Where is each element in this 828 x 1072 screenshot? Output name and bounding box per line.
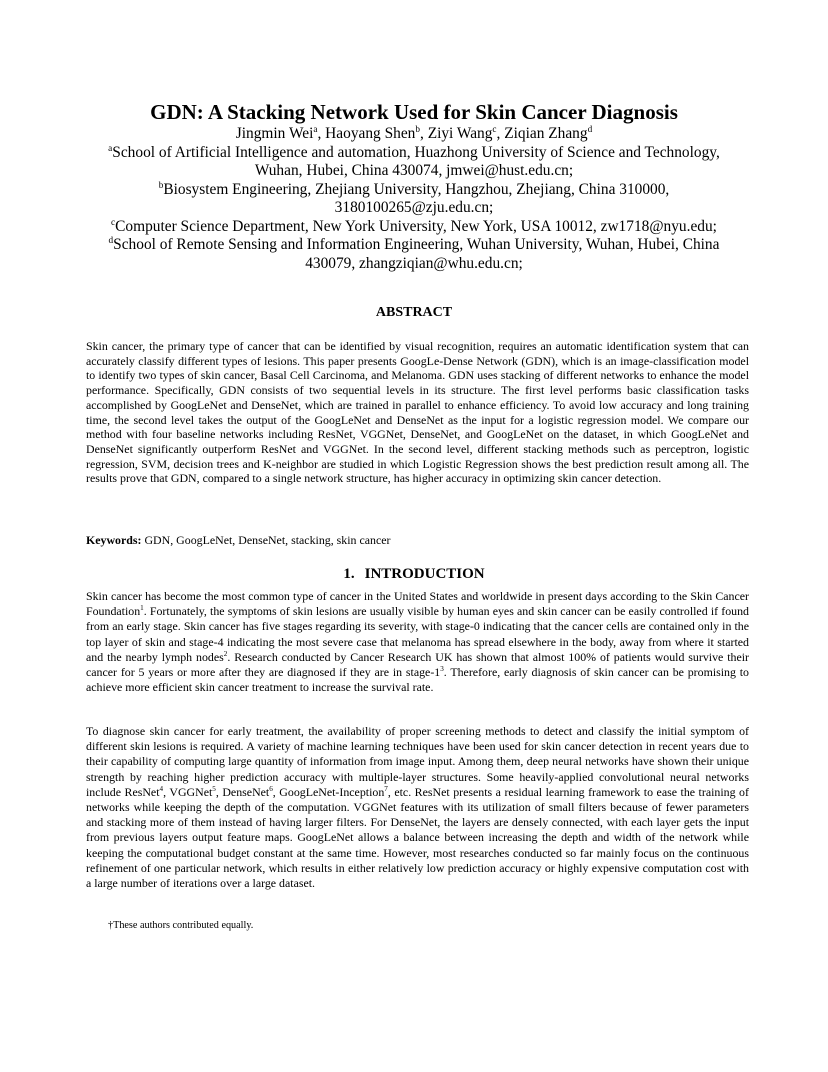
affiliation-line bbox=[60, 181, 768, 200]
author-block bbox=[60, 125, 768, 273]
citation-mark: 3 bbox=[440, 665, 444, 674]
keywords-label: Keywords: bbox=[86, 533, 142, 547]
author-affiliation-mark: a bbox=[313, 123, 318, 134]
citation-mark: 6 bbox=[269, 784, 273, 793]
affiliation-text: School of Artificial Intelligence and automation, Huazhong University of Science and Technology, bbox=[112, 143, 720, 161]
paragraph-text: . Therefore, early diagnosis of skin cancer can be promising to achieve more efficient skin cancer treatment to increase the survival rate. bbox=[86, 665, 749, 695]
citation-mark: 4 bbox=[159, 784, 164, 793]
author-name: Ziqian Zhang bbox=[504, 125, 588, 142]
paragraph-text: , etc. ResNet presents a residual learning framework to ease the training of networks while keeping the depth of the computation. VGGNet features with its utilization of small filters because of fewer parameters and stacking more of them instead of having larger filters. For DenseNet, the layers are densely connected, with each layer gets the input from previous layers output feature maps. GoogLeNet allows a balance between increasing the depth and width of the network while keeping the computational budget constant at the same time. However, most researches conducted so far mainly focus on the continuous refinement of one particular network, which results in either relatively low prediction accuracy or highly expensive computation cost with a large number of iterations over a large dataset. bbox=[86, 784, 749, 891]
intro-paragraph-1 bbox=[86, 589, 749, 695]
section-number: 1. bbox=[343, 566, 355, 582]
citation-mark: 2 bbox=[223, 649, 228, 658]
affiliation-text: Wuhan, Hubei, China 430074, jmwei@hust.edu.cn; bbox=[254, 162, 574, 179]
paper-title: GDN: A Stacking Network Used for Skin Cancer Diagnosis bbox=[150, 100, 678, 124]
author-affiliation-mark: b bbox=[415, 123, 420, 134]
affiliation-line bbox=[60, 199, 768, 218]
paragraph-text: . Fortunately, the symptoms of skin lesions are usually visible by human eyes and skin cancer can be easily controlled if found from an early stage. Skin cancer has five stages regarding its severity, with stage-0 indicating that the cancer cells are contained only in the top layer of skin and stage-4 indicating the most severe case that melanoma has spread elsewhere in the body, away from where it started and the nearby lymph nodes bbox=[86, 604, 749, 664]
keywords-line bbox=[86, 533, 749, 548]
affiliation-line bbox=[60, 144, 768, 163]
abstract-heading: ABSTRACT bbox=[375, 305, 453, 320]
citation-mark: 1 bbox=[140, 604, 144, 613]
author-name: Ziyi Wang bbox=[427, 125, 493, 142]
author-name: Jingmin Wei bbox=[235, 125, 314, 142]
affiliation-mark: b bbox=[158, 179, 164, 190]
section-heading-introduction bbox=[0, 565, 828, 583]
citation-mark: 7 bbox=[384, 784, 388, 793]
author-names: Jingmin Wei$^a$, Haoyang Shen$^b$, Ziyi Wang$^c$, Ziqian Zhang$^d$ bbox=[235, 123, 593, 142]
author-affiliation-mark: c bbox=[492, 123, 497, 134]
affiliation-text: 3180100265@zju.edu.cn; bbox=[334, 199, 494, 216]
affiliation-text: 430079, zhangziqian@whu.edu.cn; bbox=[305, 254, 523, 272]
abstract-text: Skin cancer, the primary type of cancer that can be identified by visual recognition, requires an automatic identification system that can accurately classify different types of lesions. This paper presents GoogLe-Dense Network (GDN), which is an image-classification model to identify two types of skin cancer, Basal Cell Carcinoma, and Melanoma. GDN uses stacking of different networks to enhance the model performance. Specifically, GDN consists of two sequential levels in its structure. The first level performs basic classification tasks accomplished by GoogLeNet and DenseNet, which are trained in parallel to enhance efficiency. To avoid low accuracy and long training time, the second level takes the output of the GoogLeNet and DenseNet as the input for a logistic regression model. We compare our method with four baseline networks including ResNet, VGGNet, DenseNet, and GoogLeNet on the dataset, in which GoogLeNet and DenseNet significantly outperform ResNet and VGGNet. In the second level, different stacking methods such as perceptron, logistic regression, SVM, decision trees and K-neighbor are studied in which Logistic Regression shows the best prediction result among all. The results prove that GDN, compared to a single network structure, has higher accuracy in optimizing skin cancer detection. bbox=[86, 339, 749, 486]
section-title: INTRODUCTION bbox=[364, 566, 485, 582]
keywords-list: GDN, GoogLeNet, DenseNet, stacking, skin cancer bbox=[144, 533, 391, 547]
affiliation-text: School of Remote Sensing and Information Engineering, Wuhan University, Wuhan, Hubei, China bbox=[113, 236, 720, 253]
affiliation-line bbox=[60, 236, 768, 255]
affiliation-mark: a bbox=[108, 142, 113, 153]
affiliation-mark: c bbox=[111, 216, 116, 227]
affiliations bbox=[60, 144, 768, 274]
paragraph-text: , VGGNet bbox=[163, 784, 213, 799]
paragraph-text: , GoogLeNet-Inception bbox=[272, 784, 385, 799]
author-affiliation-mark: d bbox=[587, 123, 593, 134]
citation-mark: 5 bbox=[212, 784, 216, 793]
paragraph-text: To diagnose skin cancer for early treatment, the availability of proper screening methods to detect and classify the initial symptom of different skin lesions is required. A variety of machine learning techniques have been used for skin cancer detection in recent years due to their capability of computing large quantity of information from image input. Among them, deep neural networks have shown their unique strength by reaching higher prediction accuracy with multiple-layer structures. Some heavily-applied convolutional neural networks include ResNet bbox=[86, 724, 749, 799]
paragraph-text: . Research conducted by Cancer Research UK has shown that almost 100% of patients would survive their cancer for 5 years or more after they are diagnosed if they are in stage-1 bbox=[86, 649, 749, 680]
affiliation-text: Biosystem Engineering, Zhejiang University, Hangzhou, Zhejiang, China 310000, bbox=[163, 180, 670, 198]
affiliation-line bbox=[60, 162, 768, 181]
affiliation-line bbox=[60, 218, 768, 237]
intro-paragraph-2 bbox=[86, 724, 749, 891]
paragraph-text: , DenseNet bbox=[215, 784, 270, 799]
affiliation-text: Computer Science Department, New York University, New York, USA 10012, zw1718@nyu.edu; bbox=[115, 217, 717, 235]
author-name: Haoyang Shen bbox=[325, 125, 416, 142]
footnote: †These authors contributed equally. bbox=[108, 920, 254, 931]
affiliation-mark: d bbox=[108, 234, 114, 245]
affiliation-line bbox=[60, 255, 768, 274]
paragraph-text: Skin cancer has become the most common type of cancer in the United States and worldwide in present days according to the Skin Cancer Foundation bbox=[86, 589, 749, 619]
